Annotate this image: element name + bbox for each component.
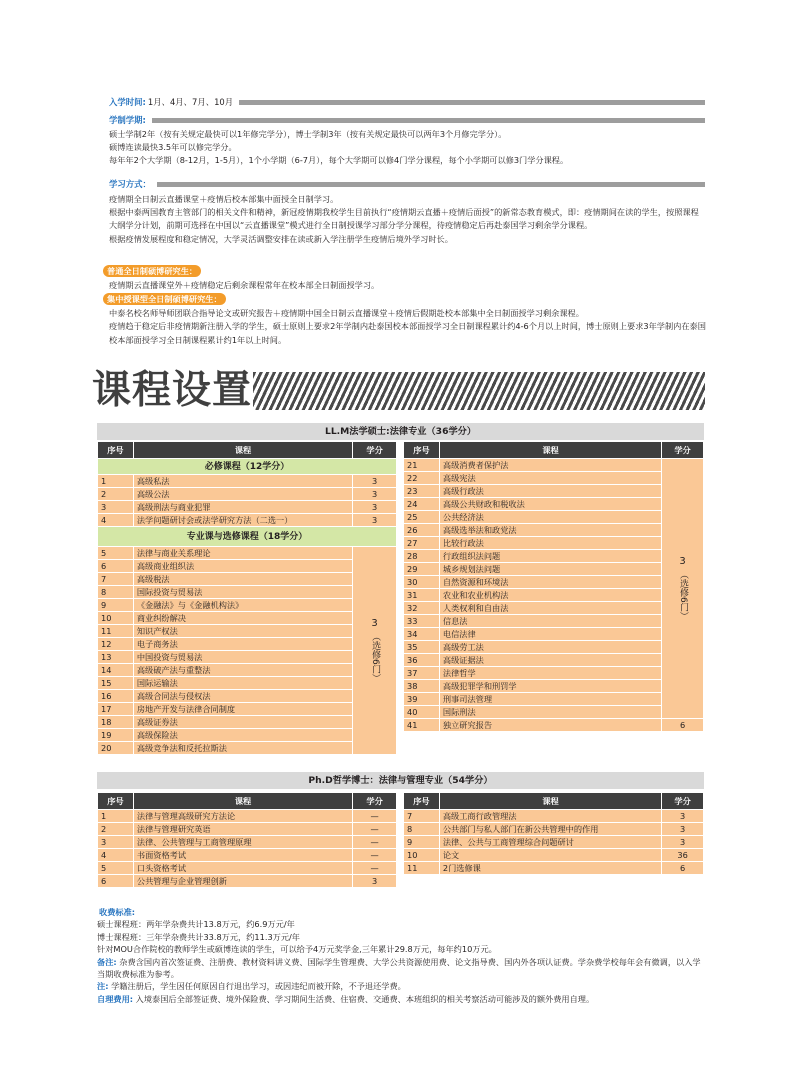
row-course: 高级证券法	[133, 716, 352, 729]
intake-label: 入学时间:	[109, 96, 146, 107]
row-no: 10	[98, 612, 134, 625]
table-row	[404, 615, 704, 628]
row-course: 论文	[439, 849, 661, 862]
fee-label: 收费标准:	[99, 907, 136, 917]
table-row	[404, 706, 704, 719]
table-row	[98, 475, 397, 488]
row-no: 11	[98, 625, 134, 638]
llm-right-table	[403, 441, 704, 732]
row-course: 高级破产法与重整法	[133, 664, 352, 677]
row-no: 39	[404, 693, 440, 706]
col-credit: 学分	[353, 793, 397, 810]
elective-credit-cell	[353, 547, 397, 755]
row-credit: —	[353, 862, 397, 875]
row-no: 17	[98, 703, 134, 716]
row-course: 高级税法	[133, 573, 352, 586]
row-no: 32	[404, 602, 440, 615]
row-no: 2	[98, 823, 134, 836]
row-no: 19	[98, 729, 134, 742]
row-no: 7	[98, 573, 134, 586]
row-course: 2门选修课	[439, 862, 661, 875]
row-no: 1	[98, 810, 134, 823]
col-no: 序号	[98, 793, 134, 810]
row-credit: 36	[662, 849, 704, 862]
table-row	[404, 680, 704, 693]
table-row	[98, 651, 397, 664]
title-stripes	[253, 372, 705, 410]
row-course: 高级保险法	[133, 729, 352, 742]
table-row	[404, 537, 704, 550]
elective-credit: 3	[371, 618, 378, 630]
table-row	[404, 641, 704, 654]
row-course: 高级公法	[133, 488, 352, 501]
row-course: 独立研究报告	[439, 719, 661, 732]
row-no: 4	[98, 514, 134, 527]
fee-master: 硕士课程班：两年学杂费共计13.8万元，约6.9万元/年	[97, 919, 295, 930]
table-row	[404, 849, 704, 862]
remark-label: 备注:	[97, 956, 117, 967]
table-row	[98, 599, 397, 612]
row-course: 法律与管理高级研究方法论	[133, 810, 352, 823]
table-row	[404, 667, 704, 680]
fee-section	[97, 906, 707, 1005]
row-no: 16	[98, 690, 134, 703]
row-course: 公共经济法	[439, 511, 661, 524]
section-divider	[239, 100, 705, 105]
row-no: 15	[98, 677, 134, 690]
row-credit: 3	[662, 836, 704, 849]
table-header-row	[404, 442, 704, 459]
row-course: 高级工商行政管理法	[439, 810, 661, 823]
row-credit: —	[353, 849, 397, 862]
phd-title: Ph.D哲学博士：法律与管理专业（54学分）	[97, 772, 704, 789]
table-row	[98, 664, 397, 677]
row-course: 高级消费者保护法	[439, 459, 661, 472]
col-course: 课程	[439, 442, 661, 459]
row-no: 22	[404, 472, 440, 485]
table-row	[98, 573, 397, 586]
table-row	[404, 459, 704, 472]
table-row	[404, 693, 704, 706]
note-text: 学籍注册后，学生因任何原因自行退出学习，或因违纪而被开除，不予退还学费。	[111, 981, 406, 992]
table-row	[98, 625, 397, 638]
table-row	[404, 589, 704, 602]
row-no: 12	[98, 638, 134, 651]
table-row	[98, 638, 397, 651]
llm-title: LL.M法学硕士:法律专业（36学分）	[97, 423, 704, 440]
row-course: 法律、公共与工商管理综合问题研讨	[439, 836, 661, 849]
row-course: 高级宪法	[439, 472, 661, 485]
row-credit: —	[353, 823, 397, 836]
row-credit: 6	[662, 719, 704, 732]
row-course: 知识产权法	[133, 625, 352, 638]
table-row	[404, 498, 704, 511]
row-credit: 3	[353, 475, 397, 488]
col-credit: 学分	[662, 793, 704, 810]
pill-intensive-text: 中泰名校名师导师团联合指导论文或研究报告＋疫情期中国全日制云直播课堂＋疫情后假期赴校本部集中全日制面授学习剩余课程。	[109, 308, 584, 319]
row-no: 6	[98, 875, 134, 888]
table-row	[404, 602, 704, 615]
phd-left-table	[97, 792, 397, 888]
table-row	[404, 511, 704, 524]
self-label: 自理费用:	[97, 993, 134, 1004]
table-row	[404, 576, 704, 589]
row-course: 《金融法》与《金融机构法》	[133, 599, 352, 612]
row-credit: 3	[353, 875, 397, 888]
duration-line-3: 每年年2个大学期（8-12月，1-5月），1个小学期（6-7月），每个大学期可以修4门学分课程，每个小学期可以修3门学分课程。	[109, 155, 569, 166]
study-line-2: 根据中泰两国教育主管部门的相关文件和精神，新冠疫情期我校学生目前执行“疫情期云直播＋疫情后面授”的新常态教育模式，即：疫情期间在读的学生，按照课程大纲学分计划，前期可选择在中国以“云直播课堂”模式进行全日制授课学习部分学分课程，待疫情稳定后再赴泰国学习剩余学分课程。	[109, 207, 699, 231]
row-course: 高级行政法	[439, 485, 661, 498]
table-row	[98, 703, 397, 716]
row-credit: —	[353, 836, 397, 849]
table-row	[404, 563, 704, 576]
row-course: 国际投资与贸易法	[133, 586, 352, 599]
table-row	[404, 628, 704, 641]
row-no: 5	[98, 547, 134, 560]
row-no: 13	[98, 651, 134, 664]
row-no: 11	[404, 862, 440, 875]
table-row	[404, 719, 704, 732]
row-course: 高级劳工法	[439, 641, 661, 654]
row-no: 14	[98, 664, 134, 677]
table-row	[404, 654, 704, 667]
row-course: 自然资源和环境法	[439, 576, 661, 589]
row-no: 24	[404, 498, 440, 511]
row-no: 34	[404, 628, 440, 641]
row-course: 法律与商业关系理论	[133, 547, 352, 560]
row-no: 20	[98, 742, 134, 755]
row-course: 电子商务法	[133, 638, 352, 651]
row-no: 1	[98, 475, 134, 488]
table-row	[404, 485, 704, 498]
table-row	[98, 729, 397, 742]
row-course: 比较行政法	[439, 537, 661, 550]
fee-doctor: 博士课程班：三年学杂费共计33.8万元，约11.3万元/年	[97, 931, 300, 942]
row-course: 书面资格考试	[133, 849, 352, 862]
study-types	[103, 265, 708, 347]
row-credit: —	[353, 810, 397, 823]
row-no: 38	[404, 680, 440, 693]
col-credit: 学分	[662, 442, 704, 459]
row-course: 行政组织法问题	[439, 550, 661, 563]
row-no: 4	[98, 849, 134, 862]
row-course: 商业纠纷解决	[133, 612, 352, 625]
row-course: 口头资格考试	[133, 862, 352, 875]
row-credit: 3	[353, 514, 397, 527]
row-no: 6	[98, 560, 134, 573]
duration-label: 学制学期:	[109, 114, 146, 125]
table-row	[98, 716, 397, 729]
row-no: 25	[404, 511, 440, 524]
right-credit: 3	[679, 556, 686, 568]
row-credit: 3	[353, 501, 397, 514]
row-course: 高级刑法与商业犯罪	[133, 501, 352, 514]
table-row	[98, 690, 397, 703]
row-course: 刑事司法管理	[439, 693, 661, 706]
row-no: 40	[404, 706, 440, 719]
row-no: 31	[404, 589, 440, 602]
row-credit: 3	[662, 810, 704, 823]
table-row	[404, 862, 704, 875]
phd-right-body	[404, 810, 704, 875]
pill-regular-text: 疫情期云直播课堂外＋疫情稳定后剩余课程常年在校本部全日制面授学习。	[109, 280, 380, 290]
elective-body	[98, 547, 397, 755]
llm-left-table	[97, 441, 397, 755]
row-course: 高级证据法	[439, 654, 661, 667]
table-row	[98, 742, 397, 755]
row-course: 公共管理与企业管理创新	[133, 875, 352, 888]
row-no: 33	[404, 615, 440, 628]
right-credit-cell	[662, 459, 704, 719]
required-category: 必修课程（12学分）	[98, 459, 397, 475]
row-course: 高级犯罪学和刑罚学	[439, 680, 661, 693]
row-course: 高级公共财政和税收法	[439, 498, 661, 511]
row-no: 21	[404, 459, 440, 472]
table-row	[98, 823, 397, 836]
row-no: 35	[404, 641, 440, 654]
row-no: 8	[98, 586, 134, 599]
row-course: 电信法律	[439, 628, 661, 641]
row-no: 3	[98, 501, 134, 514]
study-label: 学习方式：	[109, 178, 151, 189]
table-row	[98, 488, 397, 501]
table-row	[404, 810, 704, 823]
study-line-1: 疫情期全日制云直播课堂＋疫情后校本部集中面授全日制学习。	[109, 194, 339, 204]
table-header-row	[404, 793, 704, 810]
table-row	[98, 560, 397, 573]
row-no: 23	[404, 485, 440, 498]
table-header-row	[98, 442, 397, 459]
table-row	[98, 612, 397, 625]
right-note: （选修6门）	[678, 570, 689, 621]
row-course: 高级合同法与侵权法	[133, 690, 352, 703]
row-no: 7	[404, 810, 440, 823]
table-header-row	[98, 793, 397, 810]
row-no: 30	[404, 576, 440, 589]
row-no: 8	[404, 823, 440, 836]
col-course: 课程	[133, 793, 352, 810]
row-credit: 3	[353, 488, 397, 501]
row-no: 9	[404, 836, 440, 849]
intake-value: 1月、4月、7月、10月	[147, 96, 234, 107]
self-text: 入境泰国后全部签证费、境外保险费、学习期间生活费、住宿费、交通费、本班组织的相关考察活动可能涉及的额外费用自理。	[135, 993, 595, 1004]
row-course: 房地产开发与法律合同制度	[133, 703, 352, 716]
row-no: 5	[98, 862, 134, 875]
table-row	[98, 514, 397, 527]
row-no: 2	[98, 488, 134, 501]
note-label: 注:	[97, 981, 109, 992]
pill-intensive: 集中授课型全日制硕博研究生：	[103, 293, 226, 305]
row-course: 城乡规划法问题	[439, 563, 661, 576]
study-line-4: 疫情趋于稳定后非疫情期新注册入学的学生，硕士原则上要求2年学制内赴泰国校本部面授学习全日制课程累计约4-6个月以上时间，博士原则上要求3年学制内在泰国校本部面授学习全日制课程累计约1年以上时间。	[109, 321, 706, 345]
course-title: 课程设置	[92, 368, 253, 413]
row-course: 高级选举法和政党法	[439, 524, 661, 537]
col-no: 序号	[98, 442, 134, 459]
duration-section	[109, 114, 705, 168]
row-course: 农业和农业机构法	[439, 589, 661, 602]
col-course: 课程	[439, 793, 661, 810]
table-row	[98, 547, 397, 560]
intake-section	[109, 96, 705, 108]
row-course: 高级竞争法和反托拉斯法	[133, 742, 352, 755]
row-no: 29	[404, 563, 440, 576]
duration-line-2: 硕博连读最快3.5年可以修完学分。	[109, 142, 237, 153]
row-course: 法律、公共管理与工商管理原理	[133, 836, 352, 849]
right-body	[404, 459, 704, 719]
row-no: 10	[404, 849, 440, 862]
study-line-3: 根据疫情发展程度和稳定情况，大学灵活调整安排在读或新入学注册学生疫情后境外学习时长。	[109, 233, 453, 244]
table-row	[404, 823, 704, 836]
elective-category: 专业课与选修课程（18学分）	[98, 527, 397, 547]
elective-note: （选修6门）	[370, 632, 381, 683]
duration-line-1: 硕士学制2年（按有关规定最快可以1年修完学分），博士学制3年（按有关规定最快可以两年3个月修完学分）。	[109, 129, 507, 139]
col-course: 课程	[133, 442, 352, 459]
col-no: 序号	[404, 793, 440, 810]
row-course: 公共部门与私人部门在新公共管理中的作用	[439, 823, 661, 836]
row-course: 法学问题研讨会或法学研究方法（二选一）	[133, 514, 352, 527]
table-row	[98, 586, 397, 599]
row-no: 27	[404, 537, 440, 550]
table-row	[98, 810, 397, 823]
row-course: 人类权利和自由法	[439, 602, 661, 615]
pill-regular: 普通全日制硕博研究生：	[103, 265, 201, 277]
section-divider	[157, 182, 705, 187]
row-no: 18	[98, 716, 134, 729]
table-row	[98, 875, 397, 888]
col-credit: 学分	[353, 442, 397, 459]
table-row	[404, 524, 704, 537]
row-no: 26	[404, 524, 440, 537]
row-no: 37	[404, 667, 440, 680]
row-course: 法律与管理研究英语	[133, 823, 352, 836]
table-row	[404, 836, 704, 849]
row-no: 3	[98, 836, 134, 849]
row-no: 36	[404, 654, 440, 667]
phd-left-body	[98, 810, 397, 888]
row-course: 中国投资与贸易法	[133, 651, 352, 664]
row-no: 9	[98, 599, 134, 612]
row-course: 高级私法	[133, 475, 352, 488]
col-no: 序号	[404, 442, 440, 459]
row-course: 高级商业组织法	[133, 560, 352, 573]
study-section	[109, 178, 705, 246]
table-row	[98, 836, 397, 849]
table-row	[404, 472, 704, 485]
row-no: 41	[404, 719, 440, 732]
remark-text: 杂费含国内首次签证费、注册费、教材资料讲义费、国际学生管理费、大学公共资源使用费、论文指导费、国内外各项认证费。学杂费学校每年会有微调，以入学当期收费标准为参考。	[97, 956, 701, 980]
table-row	[98, 862, 397, 875]
row-course: 法律哲学	[439, 667, 661, 680]
row-course: 国际刑法	[439, 706, 661, 719]
row-credit: 6	[662, 862, 704, 875]
table-row	[404, 550, 704, 563]
row-no: 28	[404, 550, 440, 563]
table-row	[98, 501, 397, 514]
phd-right-table	[403, 792, 704, 875]
row-credit: 3	[662, 823, 704, 836]
row-course: 信息法	[439, 615, 661, 628]
row-course: 国际运输法	[133, 677, 352, 690]
table-row	[98, 677, 397, 690]
table-row	[98, 849, 397, 862]
section-divider	[152, 118, 705, 123]
fee-mou: 针对MOU合作院校的教师学生或硕博连读的学生，可以给予4万元奖学金,三年累计29.8万元，每年约10万元。	[97, 944, 497, 955]
